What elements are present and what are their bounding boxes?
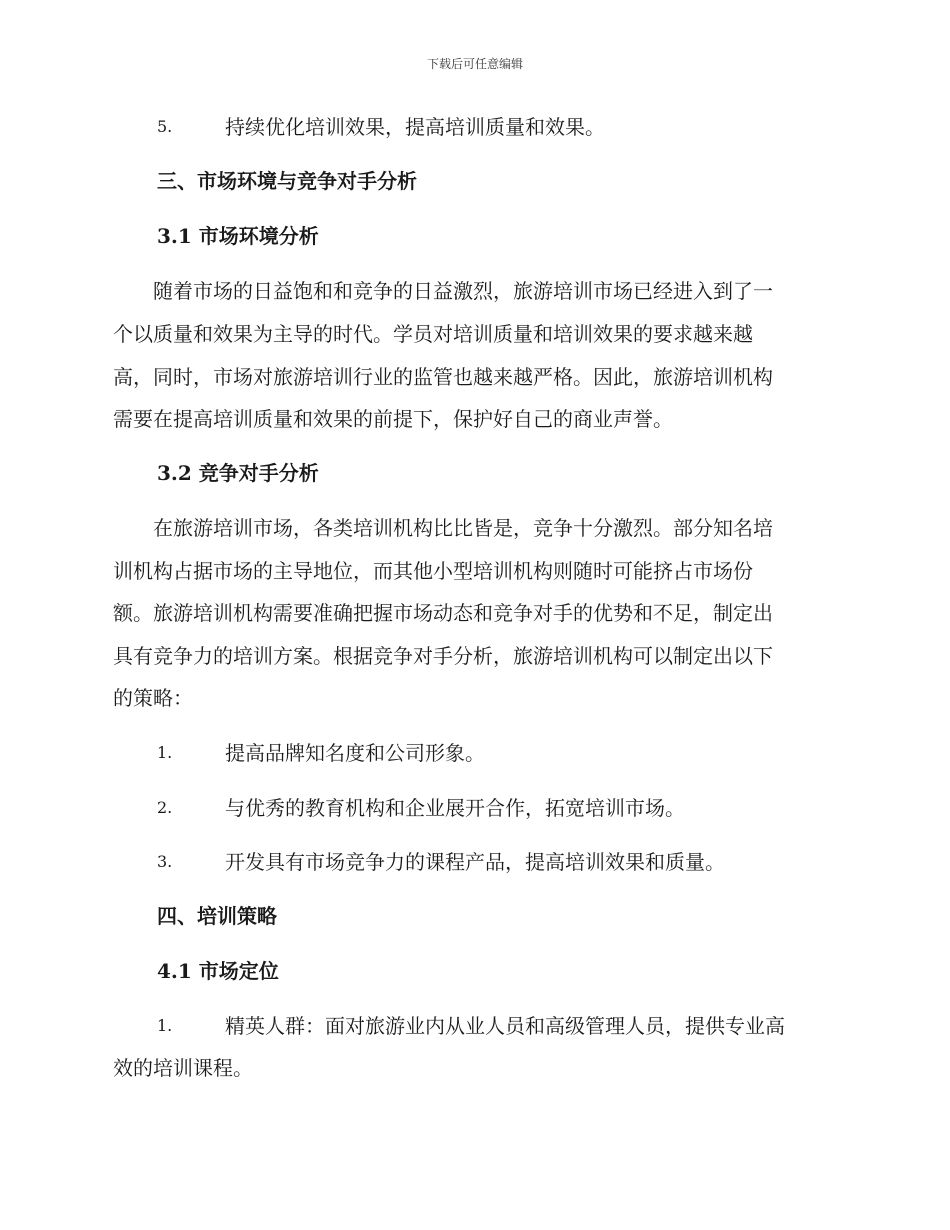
- section-heading: 四、培训策略: [157, 904, 277, 928]
- section-heading: 三、市场环境与竞争对手分析: [157, 169, 417, 193]
- list-item-text: 开发具有市场竞争力的课程产品，提高培训效果和质量。: [225, 850, 725, 874]
- list-item-number: 1.: [157, 743, 173, 762]
- paragraph-line: 额。旅游培训机构需要准确把握市场动态和竞争对手的优势和不足，制定出: [113, 601, 773, 625]
- paragraph-line: 在旅游培训市场，各类培训机构比比皆是，竞争十分激烈。部分知名培: [113, 516, 773, 540]
- paragraph-line: 训机构占据市场的主导地位，而其他小型培训机构则随时可能挤占市场份: [113, 559, 753, 583]
- list-item-number: 5.: [157, 117, 173, 136]
- paragraph-line: 具有竞争力的培训方案。根据竞争对手分析，旅游培训机构可以制定出以下: [113, 644, 773, 668]
- paragraph-line: 随着市场的日益饱和和竞争的日益激烈，旅游培训市场已经进入到了一: [113, 279, 773, 303]
- header-note: 下载后可任意编辑: [426, 57, 523, 71]
- list-item-number: 1.: [157, 1016, 173, 1035]
- list-item-number: 2.: [157, 798, 173, 817]
- paragraph-line: 需要在提高培训质量和效果的前提下，保护好自己的商业声誉。: [113, 407, 673, 431]
- list-item-text: 提高品牌知名度和公司形象。: [225, 741, 485, 765]
- list-item-text: 与优秀的教育机构和企业展开合作，拓宽培训市场。: [225, 796, 685, 820]
- paragraph-line: 个以质量和效果为主导的时代。学员对培训质量和培训效果的要求越来越: [113, 322, 753, 346]
- list-item-text: 精英人群：面对旅游业内从业人员和高级管理人员，提供专业高: [225, 1014, 785, 1038]
- subsection-heading: 3.1 市场环境分析: [157, 224, 319, 248]
- subsection-heading: 3.2 竞争对手分析: [157, 461, 319, 485]
- list-item-text-continued: 效的培训课程。: [113, 1056, 253, 1080]
- list-item-text: 持续优化培训效果，提高培训质量和效果。: [225, 115, 605, 139]
- paragraph-line: 高，同时，市场对旅游培训行业的监管也越来越严格。因此，旅游培训机构: [113, 365, 773, 389]
- paragraph-line: 的策略：: [113, 686, 193, 710]
- list-item-number: 3.: [157, 852, 173, 871]
- subsection-heading: 4.1 市场定位: [157, 959, 279, 983]
